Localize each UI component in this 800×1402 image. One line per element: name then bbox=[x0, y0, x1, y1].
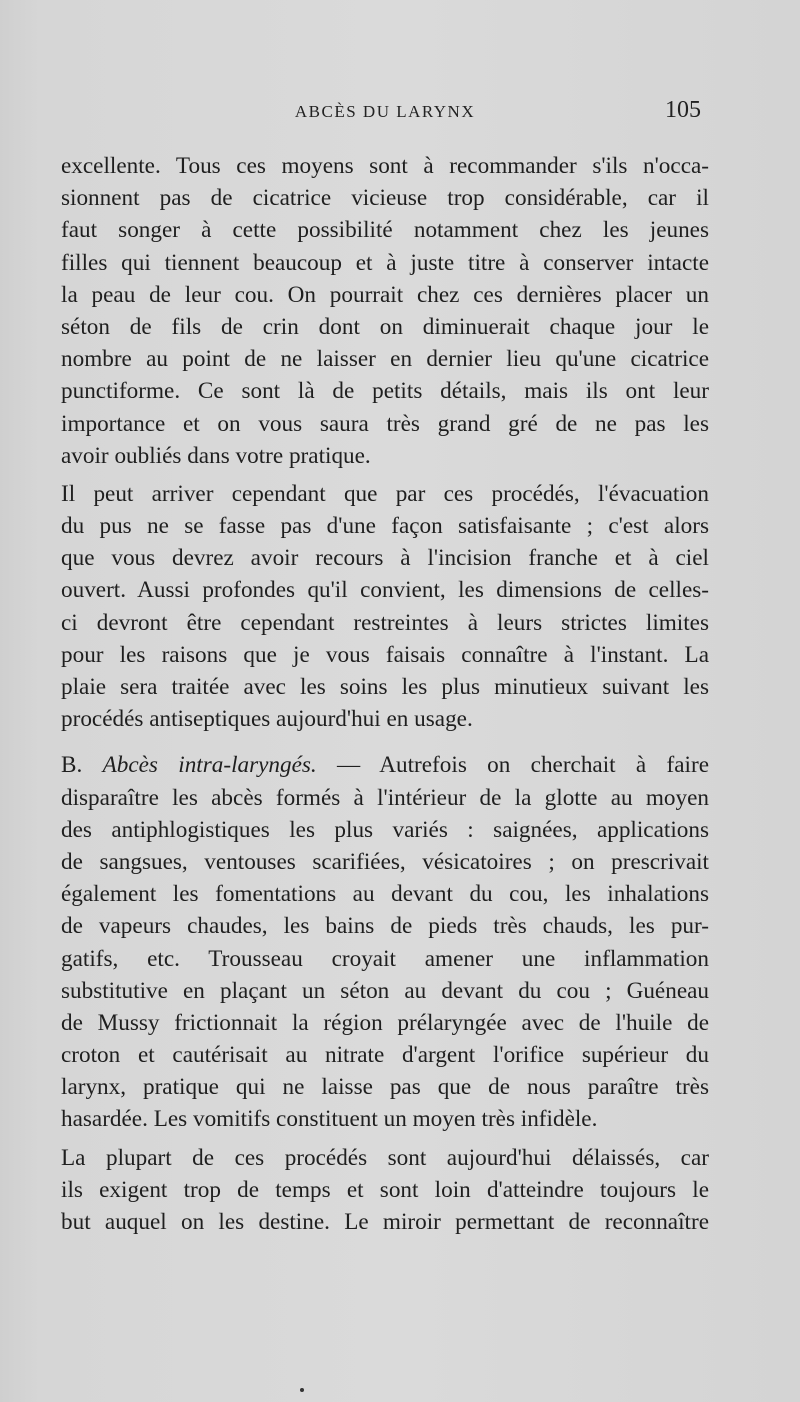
text-line: sionnent pas de cicatrice vicieuse trop considérable, car il bbox=[61, 185, 709, 212]
text-line: ci devront être cependant restreintes à leurs strictes limites bbox=[61, 609, 709, 636]
text-line: séton de fils de crin dont on diminuerait chaque jour le bbox=[61, 313, 709, 340]
text-line: filles qui tiennent beaucoup et à juste titre à conserver intacte bbox=[61, 249, 709, 276]
text-line: que vous devrez avoir recours à l'incision franche et à ciel bbox=[61, 545, 709, 572]
text-line: de vapeurs chaudes, les bains de pieds très chauds, les pur- bbox=[61, 913, 709, 940]
text-line: disparaître les abcès formés à l'intérieur de la glotte au moyen bbox=[61, 784, 709, 811]
section-heading-rest: — Autrefois on cherchait à faire bbox=[337, 752, 709, 779]
paragraph-2 bbox=[61, 478, 709, 736]
running-header bbox=[61, 92, 709, 132]
paragraph-1 bbox=[61, 150, 709, 472]
text-line: des antiphlogistiques les plus variés : saignées, applications bbox=[61, 816, 709, 843]
text-line: ils exigent trop de temps et sont loin d'atteindre toujours le bbox=[61, 1176, 709, 1203]
paragraph-3-section-b bbox=[61, 749, 709, 1135]
text-line: nombre au point de ne laisser en dernier lieu qu'une cicatrice bbox=[61, 346, 709, 373]
text-line: du pus ne se fasse pas d'une façon satisfaisante ; c'est alors bbox=[61, 513, 709, 540]
print-speck bbox=[300, 1388, 304, 1392]
paragraph-4 bbox=[61, 1142, 709, 1239]
text-line: également les fomentations au devant du cou, les inhalations bbox=[61, 881, 709, 908]
text-line: punctiforme. Ce sont là de petits détails, mais ils ont leur bbox=[61, 378, 709, 405]
text-line: excellente. Tous ces moyens sont à recommander s'ils n'occa- bbox=[61, 153, 709, 179]
text-line: Il peut arriver cependant que par ces procédés, l'évacuation bbox=[61, 480, 709, 507]
text-line: ouvert. Aussi profondes qu'il convient, les dimensions de celles- bbox=[61, 577, 709, 604]
text-line: La plupart de ces procédés sont aujourd'hui délaissés, car bbox=[61, 1144, 709, 1171]
page-number: 105 bbox=[665, 97, 701, 123]
text-line: substitutive en plaçant un séton au devant du cou ; Guéneau bbox=[61, 977, 709, 1004]
text-line: but auquel on les destine. Le miroir permettant de reconnaître bbox=[61, 1209, 709, 1235]
section-heading: Abcès intra-laryngés. bbox=[102, 752, 317, 779]
text-line: hasardée. Les vomitifs constituent un moyen très infidèle. bbox=[61, 1106, 598, 1133]
text-line: plaie sera traitée avec les soins les plus minutieux suivant les bbox=[61, 674, 709, 700]
text-line: croton et cautérisait au nitrate d'argent l'orifice supérieur du bbox=[61, 1042, 709, 1069]
section-heading-line bbox=[61, 749, 709, 781]
text-line: la peau de leur cou. On pourrait chez ces dernières placer un bbox=[61, 281, 709, 308]
text-line: de Mussy frictionnait la région prélaryngée avec de l'huile de bbox=[61, 1009, 709, 1036]
text-line: larynx, pratique qui ne laisse pas que de nous paraître très bbox=[61, 1074, 709, 1101]
running-title: ABCÈS DU LARYNX bbox=[294, 102, 476, 121]
text-line: procédés antiseptiques aujourd'hui en usage. bbox=[61, 706, 473, 733]
section-label: B. bbox=[61, 752, 83, 779]
text-line: avoir oubliés dans votre pratique. bbox=[61, 442, 371, 469]
text-line: gatifs, etc. Trousseau croyait amener une inflammation bbox=[61, 945, 709, 972]
text-line: pour les raisons que je vous faisais connaître à l'instant. La bbox=[61, 641, 709, 668]
body-text bbox=[61, 150, 709, 1238]
text-line: de sangsues, ventouses scarifiées, vésicatoires ; on prescrivait bbox=[61, 848, 709, 875]
text-line: faut songer à cette possibilité notamment chez les jeunes bbox=[61, 217, 709, 244]
text-line: importance et on vous saura très grand gré de ne pas les bbox=[61, 410, 709, 437]
